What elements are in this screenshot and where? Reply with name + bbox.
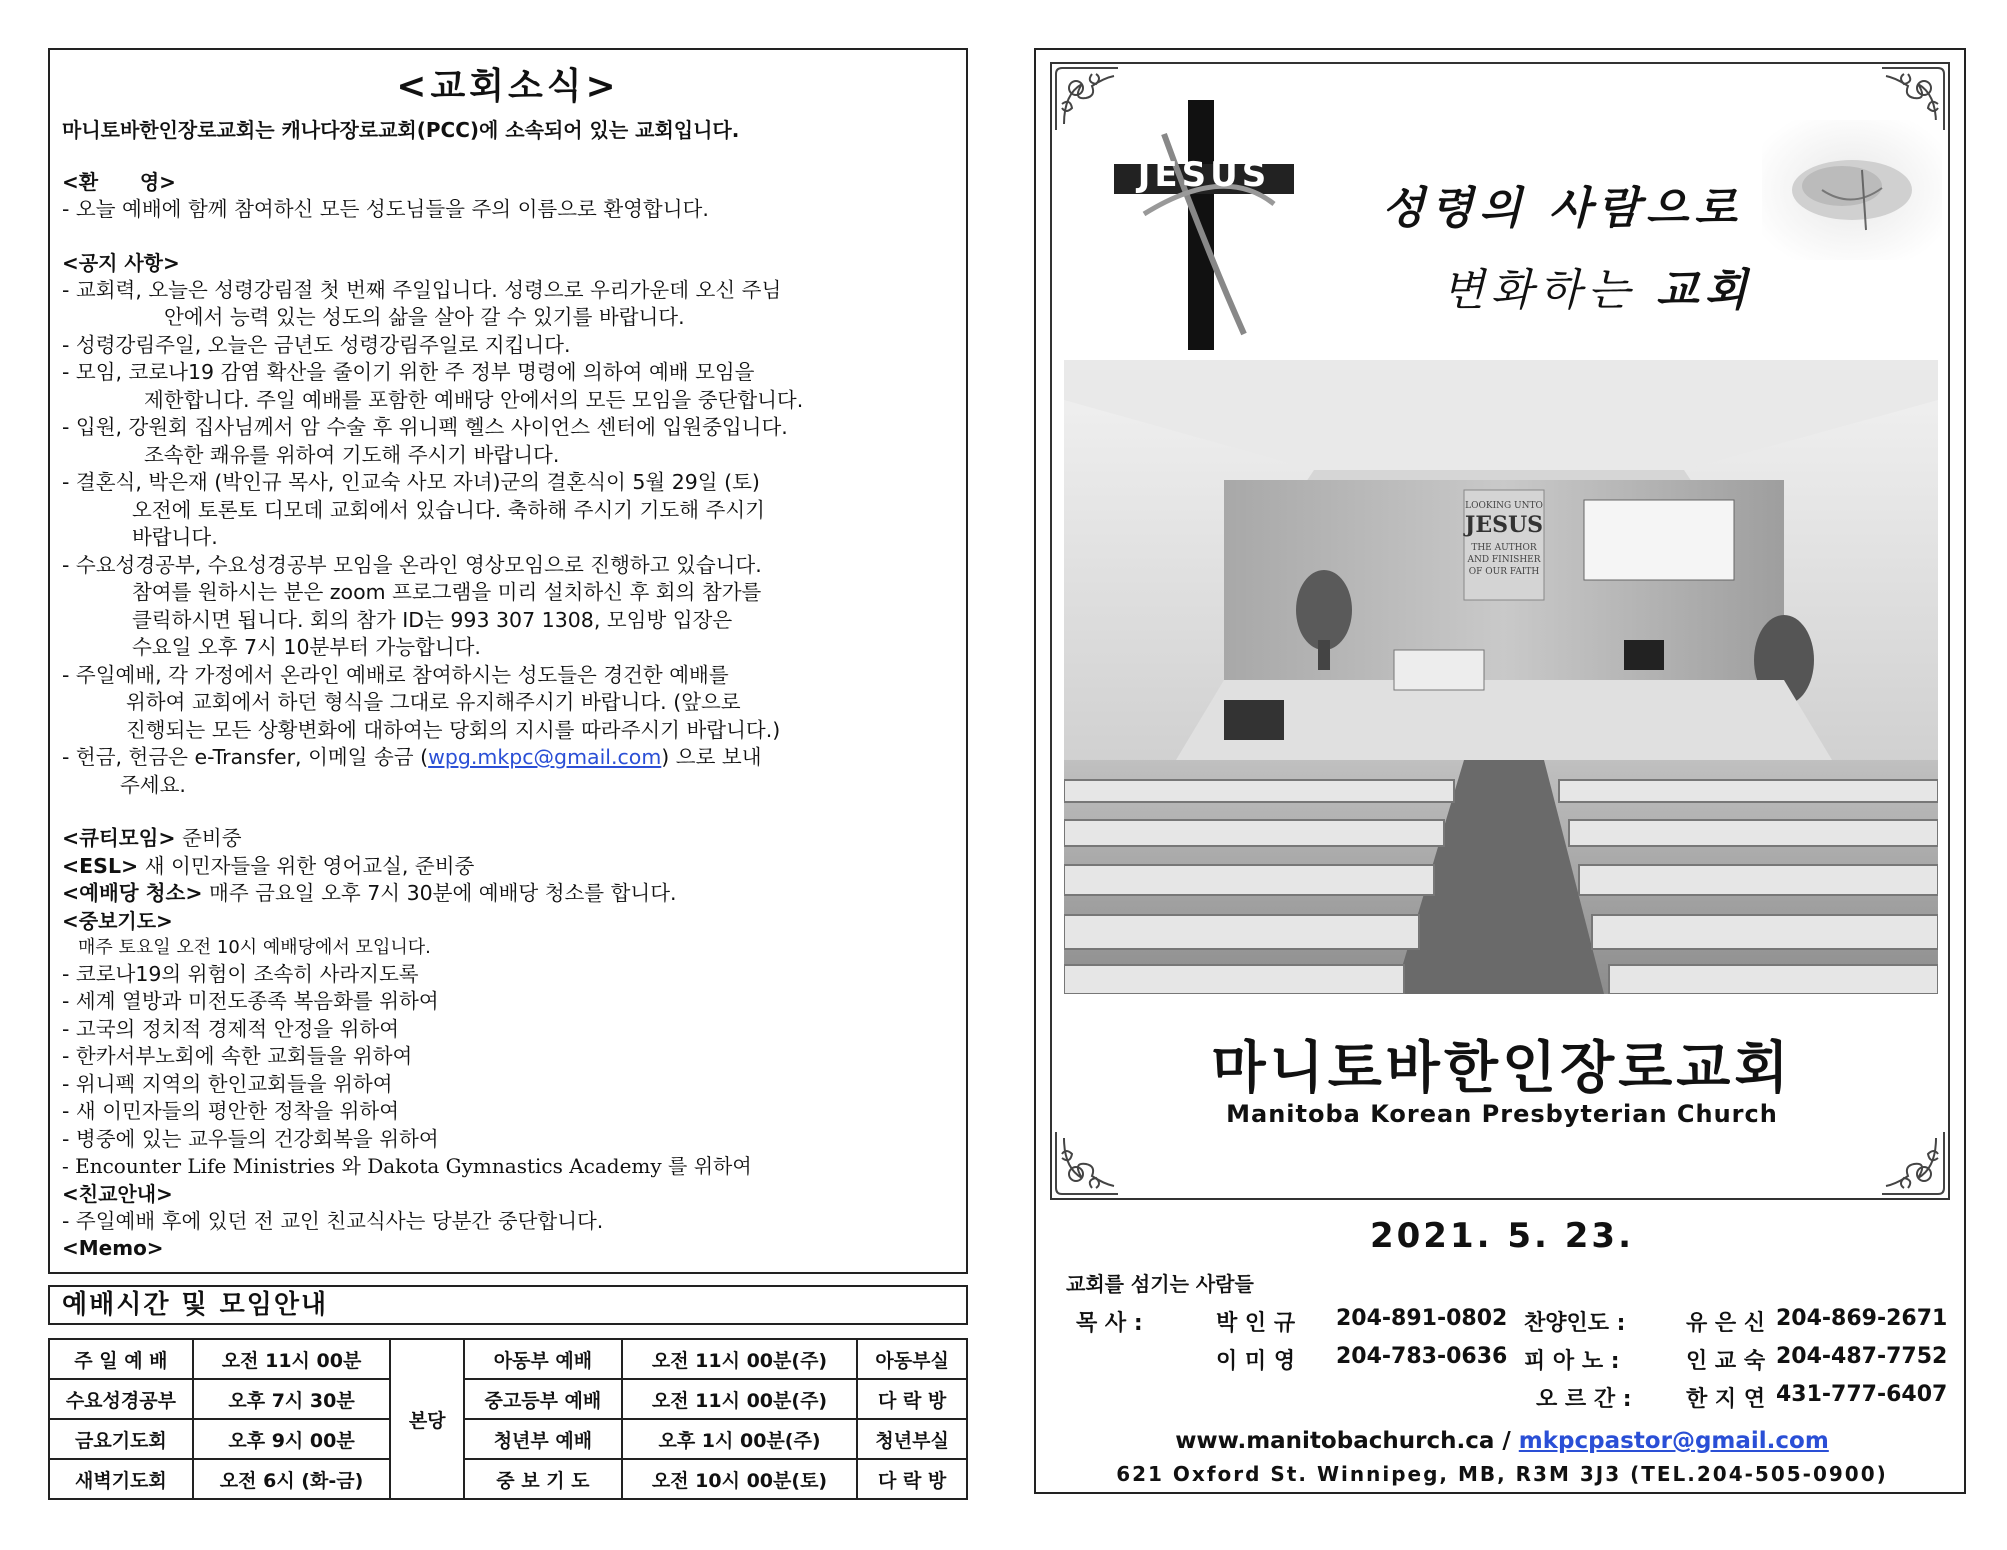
staff-choir-label: 찬양인도 :: [1524, 1311, 1626, 1336]
schedule-row: [49, 1459, 967, 1499]
photo-sign-line2: JESUS: [1464, 512, 1544, 538]
prayer-heading: <중보기도>: [62, 908, 173, 933]
notice-item-continuation: 안에서 능력 있는 성도의 삶을 살아 갈 수 있기를 바랍니다.: [164, 305, 685, 329]
slogan-line2: [1442, 254, 1753, 318]
prayer-item: - 위니펙 지역의 한인교회들을 위하여: [62, 1071, 393, 1096]
schedule-left-time: 오후 7시 30분: [193, 1379, 391, 1419]
notice-item-first-line: - 교회력, 오늘은 성령강림절 첫 번째 주일입니다. 성령으로 우리가운데 오신 주님: [62, 277, 782, 302]
staff-choir-tel: 204-869-2671: [1776, 1306, 1948, 1331]
welcome-heading: <환 영>: [62, 170, 176, 194]
website-line: [1036, 1428, 1968, 1454]
offering-cont: 주세요.: [120, 772, 186, 797]
prayer-item-last: - Encounter Life Ministries 와 Dakota Gymnastics Academy 를 위하여: [62, 1154, 752, 1178]
cleaning-heading: <예배당 청소>: [62, 881, 203, 905]
prayer-item: - 병중에 있는 교우들의 건강회복을 위하여: [62, 1126, 439, 1151]
notice-item: [62, 662, 954, 745]
prayer-item: - 코로나19의 위험이 조속히 사라지도록: [62, 961, 419, 986]
prayer-list: [62, 961, 954, 1154]
schedule-left-name: 새벽기도회: [49, 1459, 193, 1499]
schedule-venue: 본당: [390, 1339, 464, 1499]
staff-organ-tel: 431-777-6407: [1776, 1382, 1948, 1407]
slogan-line2-a: 변화하는: [1442, 265, 1657, 316]
notice-item-continuation: 바랍니다.: [132, 525, 218, 549]
notice-item-continuation: 참여를 원하시는 분은 zoom 프로그램을 미리 설치하신 후 회의 참가를: [132, 580, 762, 604]
website-link[interactable]: www.manitobachurch.ca: [1175, 1428, 1495, 1454]
notice-item-continuation: 위하여 교회에서 하던 형식을 그대로 유지해주시기 바랍니다. (앞으로: [126, 690, 741, 714]
schedule-row: [49, 1339, 967, 1379]
church-name-en: Manitoba Korean Presbyterian Church: [1226, 1100, 1778, 1128]
notice-item: [62, 332, 954, 360]
notice-item-continuation: 클릭하시면 됩니다. 회의 참가 ID는 993 307 1308, 모임방 입장은: [132, 607, 733, 632]
staff-organ-name: 한 지 연: [1686, 1387, 1766, 1412]
schedule-right-place: 청년부실: [857, 1419, 967, 1459]
schedule-right-time: 오전 10시 00분(토): [622, 1459, 858, 1499]
qt-heading: <큐티모임>: [62, 826, 176, 850]
slogan-line2-b: 교회: [1656, 265, 1754, 316]
schedule-left-name: 수요성경공부: [49, 1379, 193, 1419]
prayer-note: 매주 토요일 오전 10시 예배당에서 모입니다.: [78, 936, 431, 958]
prayer-item: - 한카서부노회에 속한 교회들을 위하여: [62, 1044, 413, 1068]
notices-heading: <공지 사항>: [62, 250, 180, 275]
offering-email-link[interactable]: wpg.mkpc@gmail.com: [428, 745, 662, 769]
church-address: 621 Oxford St. Winnipeg, MB, R3M 3J3 (TEL.204-505-0900): [1116, 1462, 1888, 1486]
schedule-left-name: 금요기도회: [49, 1419, 193, 1459]
notice-item: [62, 552, 954, 662]
website-separator: /: [1494, 1428, 1519, 1454]
photo-sign-line1: LOOKING UNTO: [1465, 501, 1543, 511]
cover-frame: [1050, 62, 1950, 1200]
staff-pastor2-name: 이 미 영: [1216, 1349, 1296, 1374]
staff-pastor1-name: 박 인 규: [1216, 1311, 1296, 1336]
notice-item-continuation: 조속한 쾌유를 위하여 기도해 주시기 바랍니다.: [144, 442, 560, 467]
schedule-right-time: 오후 1시 00분(주): [622, 1419, 858, 1459]
notice-item: [62, 359, 954, 414]
notice-offering: [62, 744, 954, 799]
offering-suffix: ) 으로 보내: [661, 745, 762, 769]
church-news-box: [48, 48, 968, 1274]
staff-piano-tel: 204-487-7752: [1776, 1344, 1948, 1369]
staff-piano-name: 인 교 숙: [1686, 1349, 1766, 1374]
schedule-right-place: 아동부실: [857, 1339, 967, 1379]
staff-organ-label: 오 르 간 :: [1536, 1387, 1632, 1412]
cleaning-text: 매주 금요일 오후 7시 30분에 예배당 청소를 합니다.: [202, 881, 677, 905]
esl-text: 새 이민자들을 위한 영어교실, 준비중: [138, 853, 475, 878]
news-intro: 마니토바한인장로교회는 캐나다장로교회(PCC)에 소속되어 있는 교회입니다.: [62, 118, 740, 142]
photo-sign-line5: OF OUR FAITH: [1468, 567, 1540, 577]
notice-item-first-line: - 입원, 강원회 집사님께서 암 수술 후 위니펙 헬스 사이언스 센터에 입원중입니다.: [62, 415, 788, 439]
notice-item-first-line: - 성령강림주일, 오늘은 금년도 성령강림주일로 지킵니다.: [62, 332, 571, 357]
esl-heading: <ESL>: [62, 853, 139, 878]
notice-item-continuation: 진행되는 모든 상황변화에 대하여는 당회의 지시를 따라주시기 바랍니다.): [126, 717, 781, 742]
qt-text: 준비중: [175, 826, 242, 850]
schedule-left-time: 오전 11시 00분: [193, 1339, 391, 1379]
praying-hands-icon: [1762, 120, 1942, 260]
schedule-row: [49, 1379, 967, 1419]
prayer-item: - 세계 열방과 미전도종족 복음화를 위하여: [62, 989, 439, 1013]
news-title: <교회소식>: [396, 66, 620, 107]
schedule-right-place: 다 락 방: [857, 1459, 967, 1499]
notice-item-continuation: 수요일 오후 7시 10분부터 가능합니다.: [132, 635, 481, 659]
staff-piano-label: 피 아 노 :: [1524, 1349, 1620, 1374]
schedule-right-time: 오전 11시 00분(주): [622, 1339, 858, 1379]
church-interior-photo: [1064, 360, 1938, 994]
schedule-right-name: 아동부 예배: [464, 1339, 622, 1379]
schedule-row: [49, 1419, 967, 1459]
pastor-email-link[interactable]: mkpcpastor@gmail.com: [1518, 1428, 1829, 1454]
schedule-right-name: 중 보 기 도: [464, 1459, 622, 1499]
prayer-item: - 새 이민자들의 평안한 정착을 위하여: [62, 1099, 400, 1123]
memo-heading: <Memo>: [62, 1236, 164, 1260]
cleaning-line: [62, 880, 954, 908]
schedule-right-time: 오전 11시 00분(주): [622, 1379, 858, 1419]
schedule-right-name: 중고등부 예배: [464, 1379, 622, 1419]
slogan-line1: 성령의 사람으로: [1382, 183, 1743, 234]
fellowship-heading: <친교안내>: [62, 1181, 173, 1206]
schedule-right-place: 다 락 방: [857, 1379, 967, 1419]
photo-sign-line4: AND FINISHER: [1467, 555, 1541, 565]
logo-text: JESUS: [1137, 155, 1271, 195]
schedule-left-name: 주 일 예 배: [49, 1339, 193, 1379]
notice-item: [62, 469, 954, 552]
schedule-left-time: 오전 6시 (화-금): [193, 1459, 391, 1499]
notice-item-first-line: - 수요성경공부, 수요성경공부 모임을 온라인 영상모임으로 진행하고 있습니다.: [62, 552, 762, 577]
notice-item-continuation: 오전에 토론토 디모데 교회에서 있습니다. 축하해 주시기 기도해 주시기: [132, 497, 765, 522]
staff-pastor2-tel: 204-783-0636: [1336, 1344, 1508, 1369]
esl-line: [62, 853, 954, 881]
schedule-right-name: 청년부 예배: [464, 1419, 622, 1459]
staff-choir-name: 유 은 신: [1686, 1311, 1766, 1336]
welcome-text: - 오늘 예배에 함께 참여하신 모든 성도님들을 주의 이름으로 환영합니다.: [62, 197, 709, 221]
schedule-title: 예배시간 및 모임안내: [48, 1285, 968, 1325]
bulletin-date: 2021. 5. 23.: [1369, 1216, 1635, 1256]
qt-line: [62, 825, 954, 853]
notice-item-first-line: - 모임, 코로나19 감염 확산을 줄이기 위한 주 정부 명령에 의하여 예배 모임을: [62, 360, 755, 384]
notice-item: [62, 414, 954, 469]
ornament-corner-icon: [1878, 1128, 1948, 1198]
schedule-left-time: 오후 9시 00분: [193, 1419, 391, 1459]
staff-heading: 교회를 섬기는 사람들: [1066, 1272, 1254, 1296]
notice-list: [62, 277, 954, 745]
offering-prefix: - 헌금, 헌금은 e-Transfer, 이메일 송금 (: [62, 745, 429, 769]
notice-item-first-line: - 주일예배, 각 가정에서 온라인 예배로 참여하시는 성도들은 경건한 예배를: [62, 662, 729, 687]
prayer-item: - 고국의 정치적 경제적 안정을 위하여: [62, 1016, 400, 1041]
ornament-corner-icon: [1052, 1128, 1122, 1198]
notice-item-continuation: 제한합니다. 주일 예배를 포함한 예배당 안에서의 모든 모임을 중단합니다.: [144, 387, 804, 412]
schedule-table: [48, 1338, 968, 1500]
photo-sign-line3: THE AUTHOR: [1471, 543, 1537, 553]
staff-pastor-label: 목 사 :: [1076, 1311, 1143, 1336]
jesus-cross-logo: [1104, 94, 1304, 364]
staff-pastor1-tel: 204-891-0802: [1336, 1306, 1508, 1331]
notice-item-first-line: - 결혼식, 박은재 (박인규 목사, 인교숙 사모 자녀)군의 결혼식이 5월 29일 (토): [62, 470, 760, 494]
fellowship-text: - 주일예배 후에 있던 전 교인 친교식사는 당분간 중단합니다.: [62, 1208, 604, 1233]
church-name: 마니토바한인장로교회: [1211, 1036, 1793, 1101]
notice-item: [62, 277, 954, 332]
bulletin-cover: [1034, 48, 1966, 1494]
